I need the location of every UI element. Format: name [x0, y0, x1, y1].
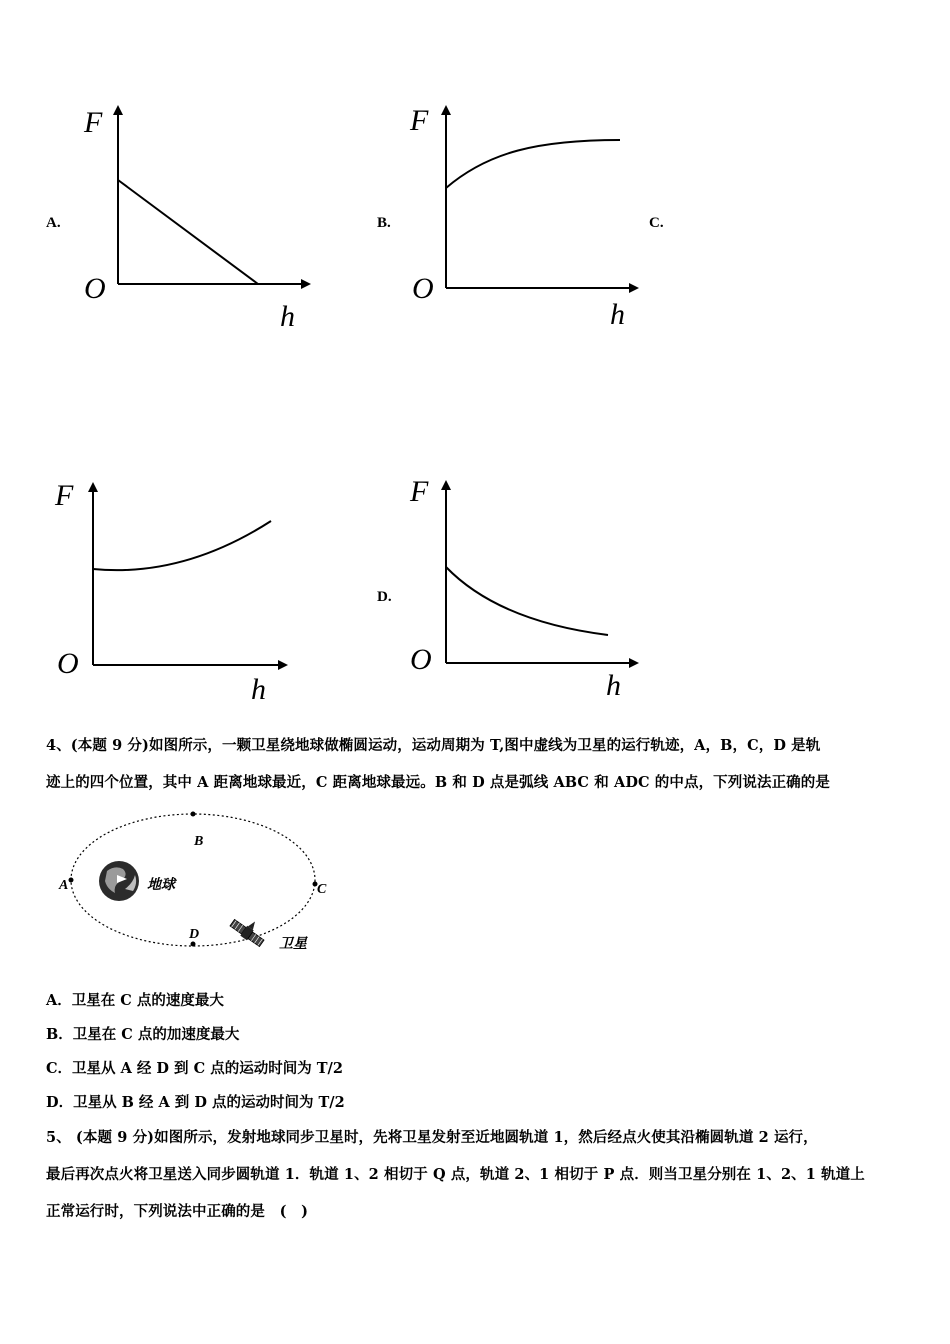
curve-a: [118, 180, 258, 284]
curve-d: [446, 567, 608, 635]
curve-c: [93, 521, 271, 570]
point-d-label: D: [189, 927, 200, 942]
question-5-line-3: 正常运行时，下列说法中正确的是 ( ): [46, 1203, 309, 1220]
axis-y-label: F: [84, 106, 103, 139]
question-4-choice-c: C．卫星从 A 经 D 到 C 点的运动时间为 T/2: [46, 1060, 343, 1077]
satellite-label: 卫星: [279, 937, 307, 952]
earth-label: 地球: [147, 878, 175, 893]
option-d-letter: D.: [377, 589, 392, 605]
question-5-line-2: 最后再次点火将卫星送入同步圆轨道 1．轨道 1、2 相切于 Q 点，轨道 2、1 相切于 P 点．则当卫星分别在 1、2、1 轨道上: [46, 1166, 865, 1183]
point-a-label: A: [59, 878, 69, 893]
origin-label: O: [412, 272, 434, 305]
question-4-line-1: 4、(本题 9 分)如图所示，一颗卫星绕地球做椭圆运动，运动周期为 T,图中虚线为卫星的运行轨迹，A，B，C，D 是轨: [46, 737, 821, 754]
option-a-letter: A.: [46, 215, 61, 231]
point-d-dot: [191, 942, 196, 947]
axis-x-label: h: [610, 298, 625, 331]
satellite-icon: [229, 911, 270, 948]
point-b-label: B: [194, 834, 204, 849]
question-4-choice-b: B．卫星在 C 点的加速度最大: [46, 1026, 240, 1043]
point-b-dot: [191, 812, 196, 817]
question-4-line-2: 迹上的四个位置，其中 A 距离地球最近，C 距离地球最远。B 和 D 点是弧线 ABC 和 ADC 的中点，下列说法正确的是: [46, 774, 830, 791]
question-4-choice-a: A．卫星在 C 点的速度最大: [46, 992, 224, 1009]
origin-label: O: [410, 643, 432, 676]
graph-option-c: [55, 475, 295, 710]
origin-label: O: [84, 272, 106, 305]
orbit-figure: [55, 805, 345, 965]
point-a-dot: [69, 878, 74, 883]
axis-x-label: h: [606, 669, 621, 702]
origin-label: O: [57, 647, 79, 680]
graph-option-b: [408, 100, 648, 335]
graph-option-d: [408, 475, 648, 710]
axis-y-label: F: [410, 475, 429, 508]
axis-x-label: h: [280, 300, 295, 333]
earth-icon: [99, 861, 139, 901]
question-5-line-1: 5、 (本题 9 分)如图所示，发射地球同步卫星时，先将卫星发射至近地圆轨道 1，然后经点火使其沿椭圆轨道 2 运行，: [46, 1129, 818, 1146]
curve-b: [446, 140, 620, 188]
graph-option-a: [80, 100, 320, 335]
axis-y-label: F: [55, 479, 74, 512]
option-b-letter: B.: [377, 215, 391, 231]
axis-x-label: h: [251, 673, 266, 706]
question-4-choice-d: D．卫星从 B 经 A 到 D 点的运动时间为 T/2: [46, 1094, 345, 1111]
option-c-letter: C.: [649, 215, 664, 231]
axis-y-label: F: [410, 104, 429, 137]
point-c-label: C: [317, 882, 327, 897]
